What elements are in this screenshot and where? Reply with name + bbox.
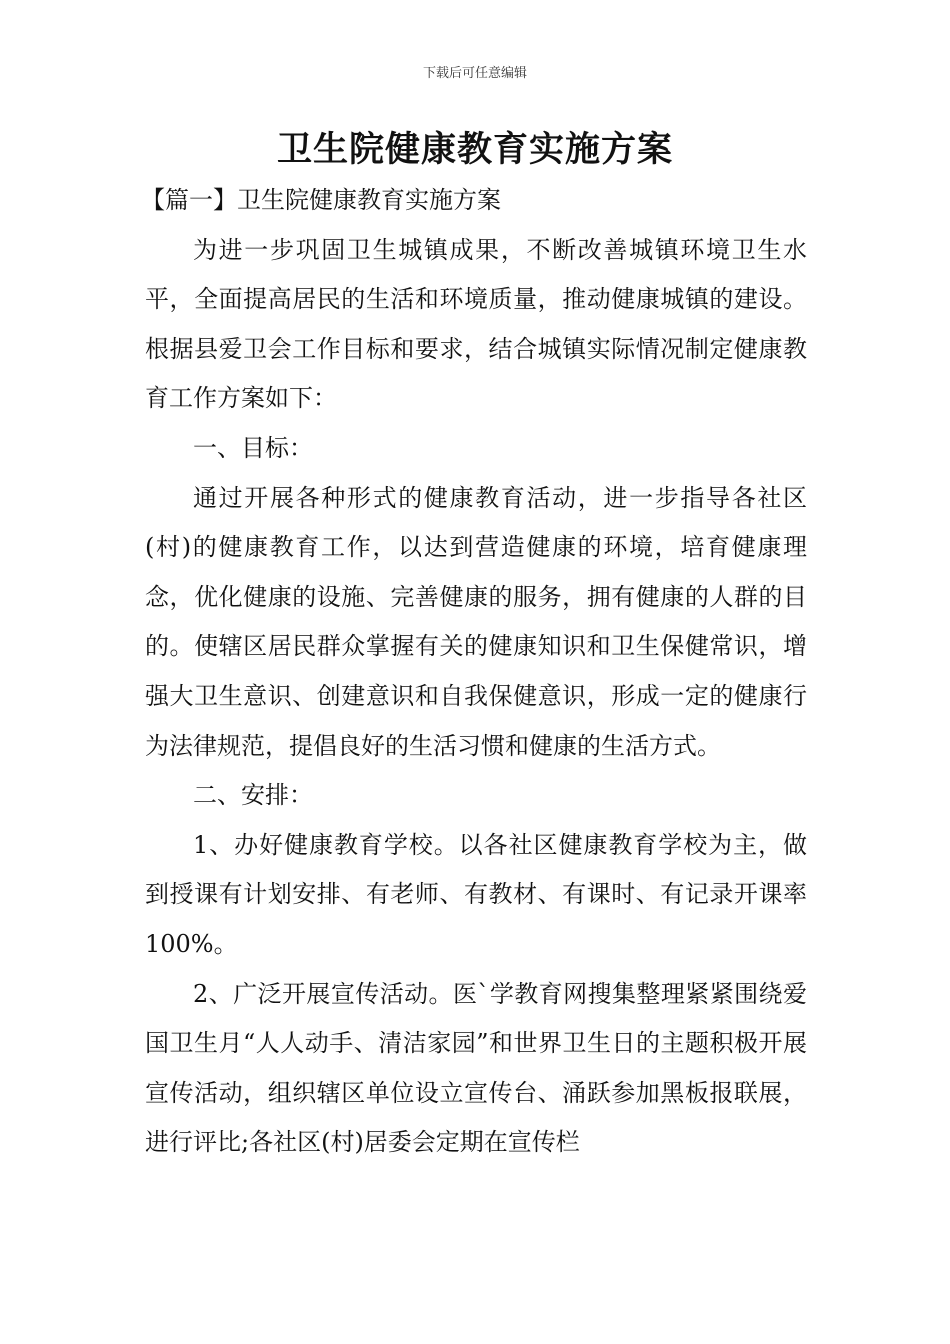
section-heading: 【篇一】卫生院健康教育实施方案 bbox=[141, 186, 501, 214]
paragraph-item-1: 1、办好健康教育学校。以各社区健康教育学校为主，做到授课有计划安排、有老师、有教材、有课时、有记录开课率100%。 bbox=[145, 830, 807, 958]
paragraph-intro: 为进一步巩固卫生城镇成果，不断改善城镇环境卫生水平，全面提高居民的生活和环境质量，推动健康城镇的建设。根据县爱卫会工作目标和要求，结合城镇实际情况制定健康教育工作方案如下： bbox=[145, 235, 807, 413]
paragraph-item-2: 2、广泛开展宣传活动。医`学教育网搜集整理紧紧围绕爱国卫生月“人人动手、清洁家园”和世界卫生日的主题积极开展宣传活动，组织辖区单位设立宣传台、涌跃参加黑板报联展，进行评比;各社区(村)居委会定期在宣传栏 bbox=[145, 979, 807, 1157]
document-title: 卫生院健康教育实施方案 bbox=[276, 129, 673, 170]
paragraph-goals: 通过开展各种形式的健康教育活动，进一步指导各社区(村)的健康教育工作，以达到营造健康的环境，培育健康理念，优化健康的设施、完善健康的服务，拥有健康的人群的目的。使辖区居民群众掌握有关的健康知识和卫生保健常识，增强大卫生意识、创建意识和自我保健意识，形成一定的健康行为法律规范，提倡良好的生活习惯和健康的生活方式。 bbox=[145, 483, 807, 760]
heading-goals: 一、目标： bbox=[193, 433, 313, 462]
document-body bbox=[141, 176, 807, 1168]
heading-arrangements: 二、安排： bbox=[193, 781, 313, 810]
page-header-note: 下载后可任意编辑 bbox=[422, 66, 527, 81]
